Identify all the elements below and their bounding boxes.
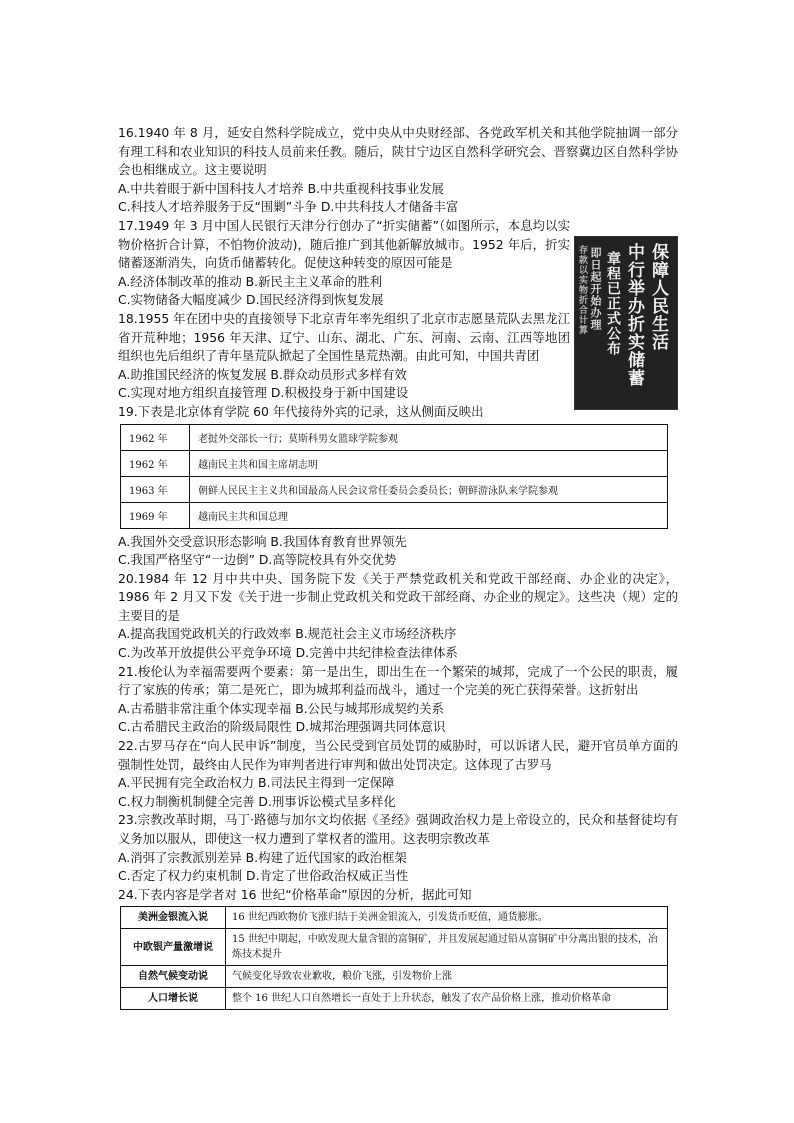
q17-options-cd: C.实物储备大幅度减少 D.国民经济得到恢复发展 [118, 292, 384, 308]
clipping-text: 即日起开始办理 [589, 247, 602, 332]
q16-stem: 16.1940 年 8 月，延安自然科学院成立，党中央从中央财经部、各党政军机关和其他学院抽调一部分有理工科和农业知识的科技人员前来任教。随后，陕甘宁边区自然科学研究会、晋察冀边区自然科学协会也相继成立。这主要说明 [118, 125, 678, 178]
q23-options-ab: A.消弭了宗教派别差异 B.构建了近代国家的政治框架 [118, 849, 407, 865]
q21-options-cd: C.古希腊民主政治的阶级局限性 D.城邦治理强调共同体意识 [118, 719, 446, 735]
q22-options-cd: C.权力制衡机制健全完善 D.刑事诉讼模式呈多样化 [118, 793, 396, 809]
q18-stem: 18.1955 年在团中央的直接领导下北京青年率先组织了北京市志愿垦荒队去黑龙江省开荒种地；1956 年天津、辽宁、山东、湖北、广东、河南、云南、江西等地团组织也先后组织了青年垦荒队掀起了全国性垦荒热潮。由此可知，中国共青团 [118, 310, 570, 364]
table-row [121, 966, 668, 988]
q19-options-ab: A.我国外交受意识形态影响 B.我国体育教育世界领先 [118, 533, 407, 549]
table-row [121, 907, 668, 929]
question-19 [118, 403, 678, 570]
q22-stem: 22.古罗马存在“向人民申诉”制度，当公民受到官员处罚的威胁时，可以诉诸人民，避开官员单方面的强制性处罚，最终由人民作为审判者进行审判和做出处罚决定。这体现了古罗马 [118, 738, 678, 772]
exam-page [118, 124, 678, 1010]
q16-options-cd: C.科技人才培养服务于反“围剿”斗争 D.中共科技人才储备丰富 [118, 199, 459, 215]
q21-stem: 21.梭伦认为幸福需要两个要素：第一是出生，即出生在一个繁荣的城邦，完成了一个公民的职责，履行了家族的传承；第二是死亡，即为城邦利益而战斗，通过一个完美的死亡获得荣誉。这折射出 [118, 663, 678, 698]
event-cell: 越南民主共和国总理 [190, 502, 668, 528]
year-cell: 1962 年 [121, 424, 190, 450]
clipping-text-2: 存款以实物折合计算 [577, 245, 587, 336]
event-cell: 越南民主共和国主席胡志明 [190, 450, 668, 476]
question-23 [118, 811, 678, 885]
question-24 [118, 886, 678, 1011]
theory-name-cell: 自然气候变动说 [121, 966, 226, 988]
year-cell: 1969 年 [121, 502, 190, 528]
theory-desc-cell: 气候变化导致农业歉收，粮价飞涨，引发物价上涨 [226, 966, 668, 988]
table-row [121, 450, 668, 476]
table-row [121, 502, 668, 528]
q16-options-ab: A.中共着眼于新中国科技人才培养 B.中共重视科技事业发展 [118, 180, 444, 196]
year-cell: 1962 年 [121, 450, 190, 476]
q23-stem: 23.宗教改革时期，马丁·路德与加尔文均依据《圣经》强调政治权力是上帝设立的，民众和基督徒均有义务加以服从，即使这一权力遭到了掌权者的滥用。这表明宗教改革 [118, 812, 678, 846]
clipping-headline: 保障人民生活 [648, 243, 668, 352]
q20-stem: 20.1984 年 12 月中共中央、国务院下发《关于严禁党政机关和党政干部经商、办企业的决定》，1986 年 2 月又下发《关于进一步制止党政机关和党政干部经商、办企业的规定》。这些决（规）定的主要目的是 [118, 570, 678, 623]
theory-name-cell: 美洲金银流入说 [121, 907, 226, 929]
q24-stem: 24.下表内容是学者对 16 世纪“价格革命”原因的分析，据此可知 [118, 886, 472, 902]
table-row [121, 988, 668, 1010]
table-row [121, 929, 668, 966]
theory-desc-cell: 15 世纪中期起，中欧发现大量含银的富铜矿，并且发展起通过铅从富铜矿中分离出银的技术，冶炼技术提升 [226, 929, 668, 966]
q18-options-cd: C.实现对地方组织直接管理 D.积极投身于新中国建设 [118, 385, 409, 401]
event-cell: 老挝外交部长一行；莫斯科男女篮球学院参观 [190, 424, 668, 450]
q20-options-cd: C.为改革开放提供公平竞争环境 D.完善中共纪律检查法律体系 [118, 645, 458, 661]
question-22 [118, 737, 678, 811]
q19-stem: 19.下表是北京体育学院 60 年代接待外宾的记录，这从侧面反映出 [118, 403, 484, 419]
question-21 [118, 663, 678, 737]
q24-table [120, 906, 668, 1010]
q23-options-cd: C.否定了权力约束机制 D.肯定了世俗政治权威正当性 [118, 868, 409, 884]
theory-desc-cell: 16 世纪西欧物价飞涨归结于美洲金银流入，引发货币贬值，通货膨胀。 [226, 907, 668, 929]
newspaper-clipping-image [574, 236, 678, 410]
theory-desc-cell: 整个 16 世纪人口自然增长一直处于上升状态，触发了农产品价格上涨，推动价格革命 [226, 988, 668, 1010]
q19-table [120, 424, 668, 529]
q19-options-cd: C.我国严格坚守“一边倒” D.高等院校具有外交优势 [118, 552, 397, 568]
q18-options-ab: A.助推国民经济的恢复发展 B.群众动员形式多样有效 [118, 366, 407, 382]
clipping-headline-2: 中行举办折实储蓄 [624, 243, 644, 388]
q17-options-ab: A.经济体制改革的推动 B.新民主主义革命的胜利 [118, 273, 382, 289]
clipping-subhead: 章程已正式公布 [605, 251, 621, 357]
question-20 [118, 570, 678, 663]
event-cell: 朝鲜人民民主主义共和国最高人民会议常任委员会委员长；朝鲜游泳队来学院参观 [190, 476, 668, 502]
q17-stem: 17.1949 年 3 月中国人民银行天津分行创办了“折实储蓄”（如图所示，本息均以实物价格折合计算，不怕物价波动)，随后推广到其他新解放城市。1952 年后，折实储蓄逐渐消失，向货币储蓄转化。促使这种转变的原因可能是 [118, 217, 570, 271]
q22-options-ab: A.平民拥有完全政治权力 B.司法民主得到一定保障 [118, 775, 395, 791]
table-row [121, 424, 668, 450]
theory-name-cell: 中欧银产量激增说 [121, 929, 226, 966]
table-row [121, 476, 668, 502]
q20-options-ab: A.提高我国党政机关的行政效率 B.规范社会主义市场经济秩序 [118, 626, 457, 642]
theory-name-cell: 人口增长说 [121, 988, 226, 1010]
q21-options-ab: A.古希腊非常注重个体实现幸福 B.公民与城邦形成契约关系 [118, 700, 444, 716]
question-16 [118, 124, 678, 198]
year-cell: 1963 年 [121, 476, 190, 502]
